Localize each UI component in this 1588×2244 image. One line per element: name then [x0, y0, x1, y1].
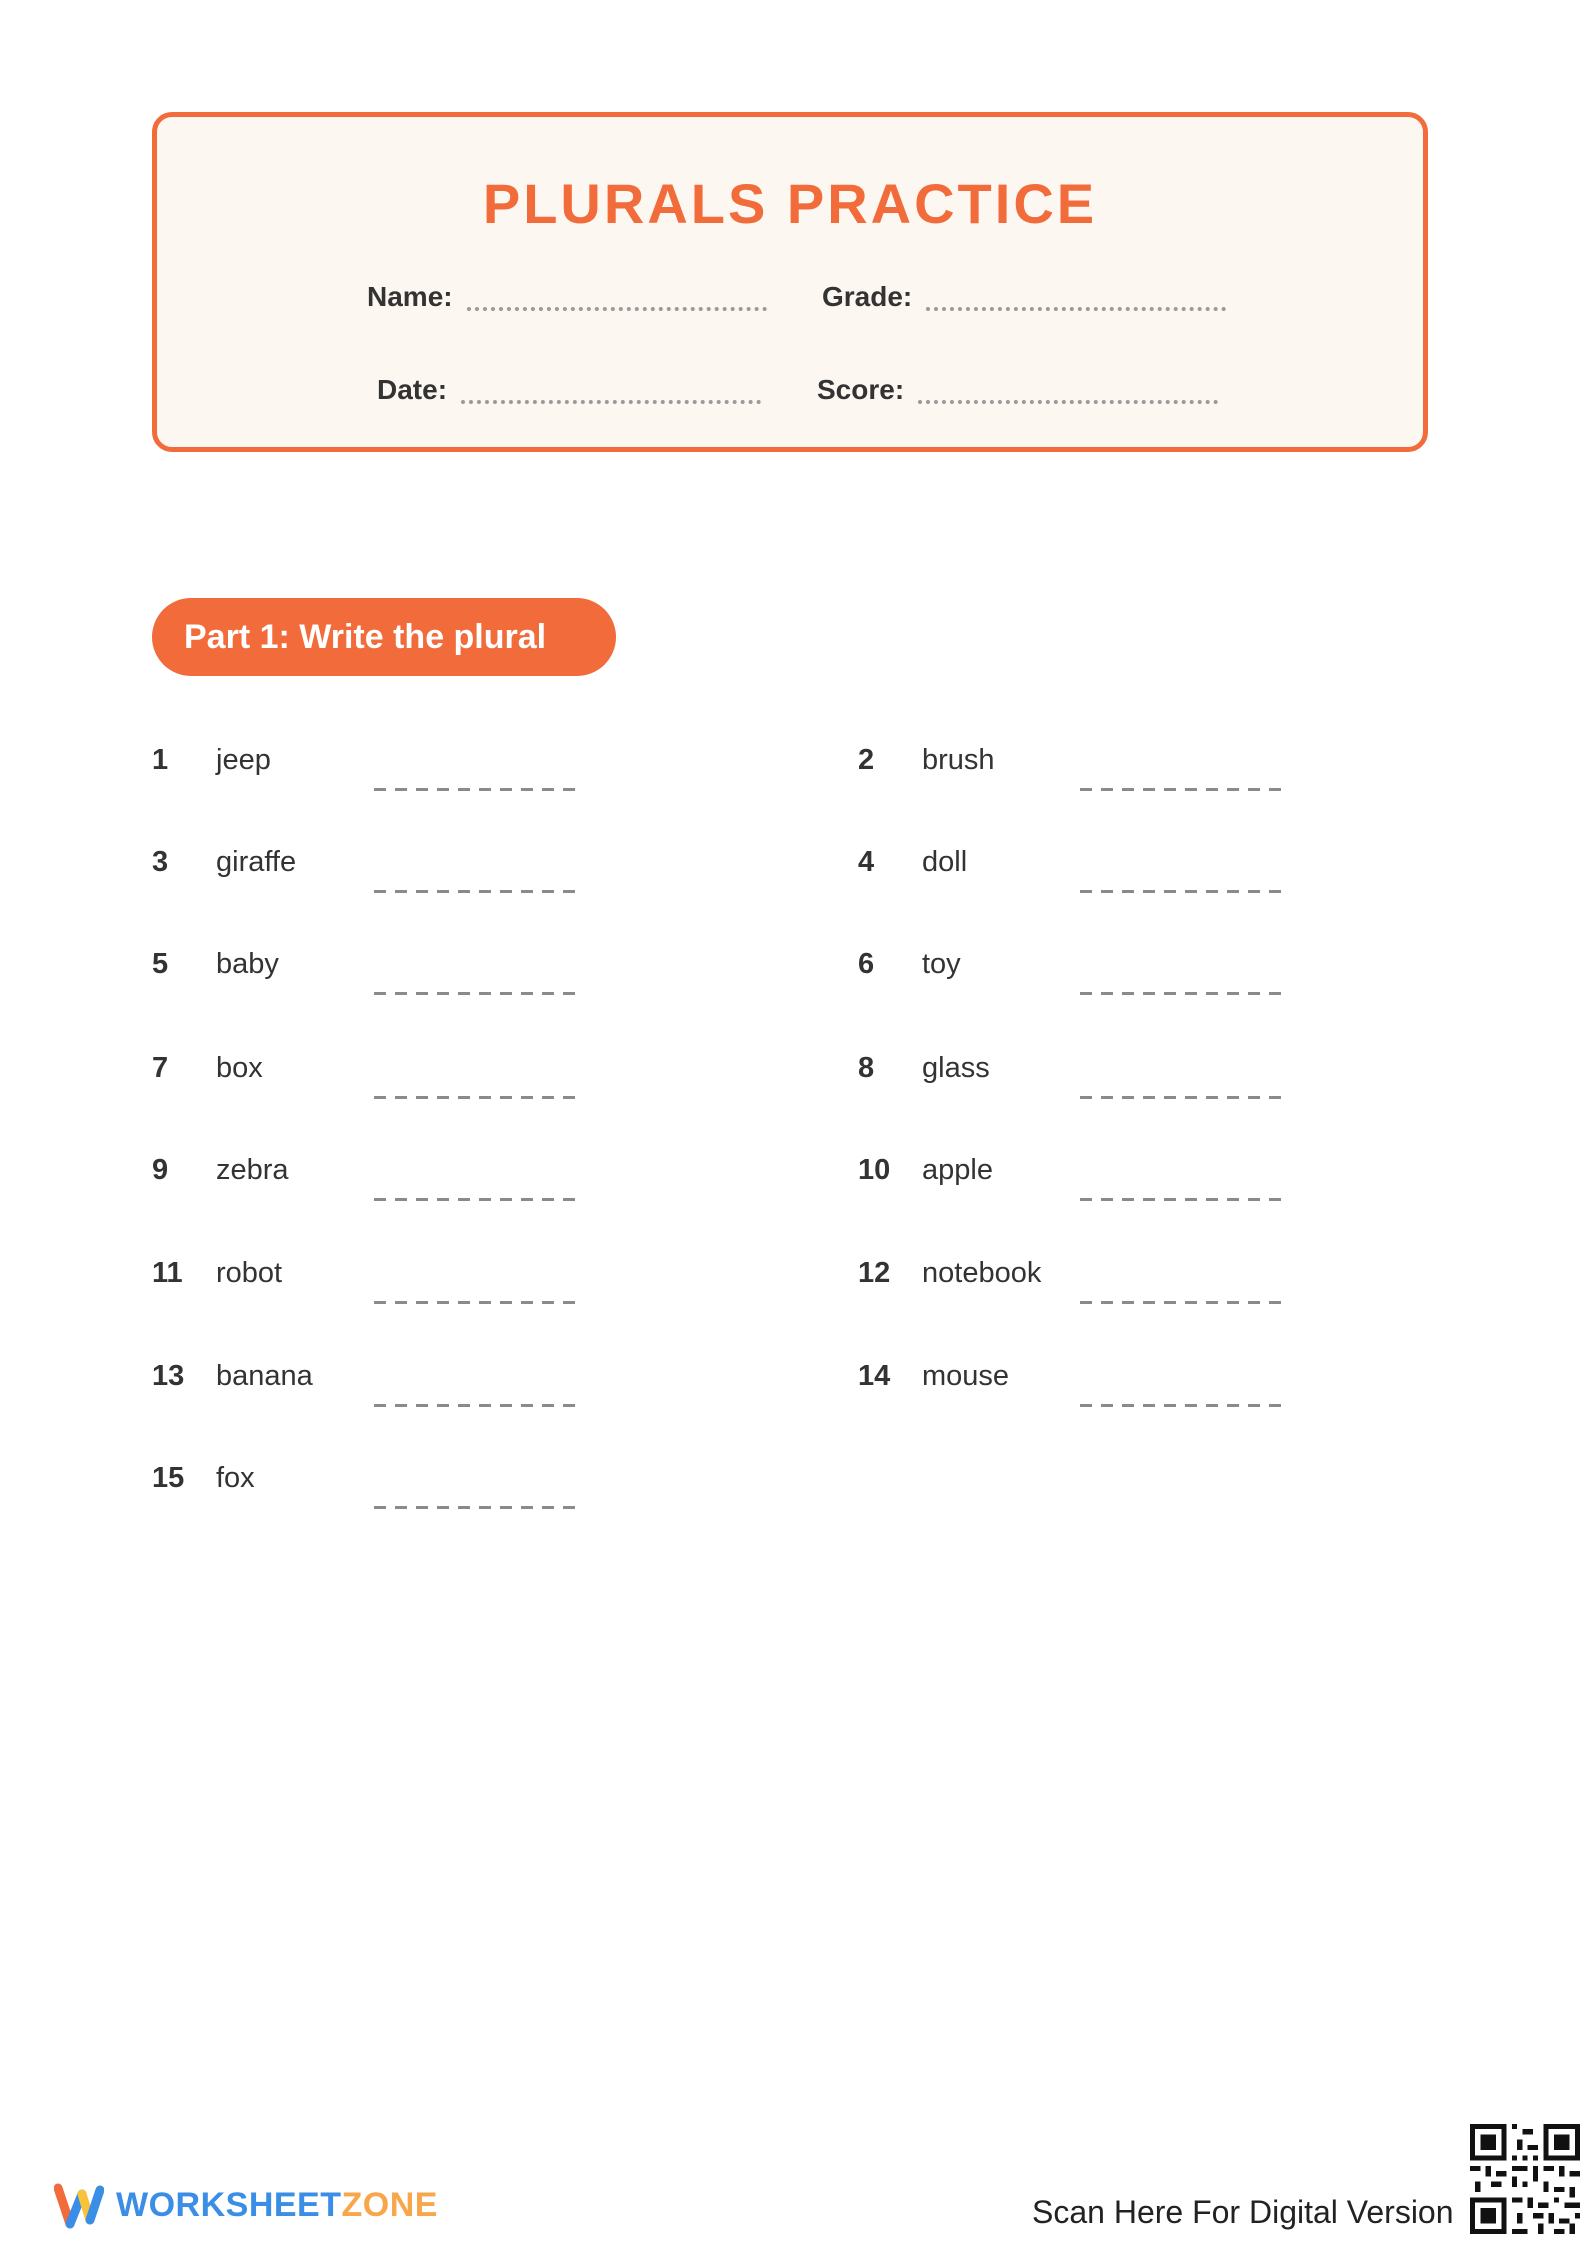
- question-number: 5: [152, 948, 169, 980]
- page-title: PLURALS PRACTICE: [482, 172, 1098, 235]
- question-word: fox: [216, 1462, 255, 1494]
- brand-name-part2: ZONE: [341, 2185, 438, 2224]
- answer-line[interactable]: [374, 1198, 576, 1201]
- question-word: giraffe: [216, 846, 297, 878]
- brand-name: [116, 2186, 438, 2225]
- question-word: banana: [216, 1360, 313, 1392]
- name-label: Name:: [367, 281, 453, 312]
- answer-line[interactable]: [374, 1096, 576, 1099]
- question-number: 11: [152, 1257, 183, 1289]
- date-input-line[interactable]: [461, 400, 761, 404]
- question-number: 3: [152, 846, 169, 878]
- header-box: [152, 112, 1428, 452]
- worksheetzone-logo[interactable]: [54, 2180, 438, 2230]
- question-word: brush: [922, 744, 995, 776]
- question-number: 6: [858, 948, 875, 980]
- question-word: doll: [922, 846, 968, 878]
- question-word: jeep: [216, 744, 271, 776]
- date-field[interactable]: [377, 374, 761, 406]
- answer-line[interactable]: [1080, 1404, 1282, 1407]
- qr-code-icon[interactable]: [1470, 2124, 1580, 2234]
- question-word: glass: [922, 1052, 990, 1084]
- grade-input-line[interactable]: [926, 307, 1226, 311]
- answer-line[interactable]: [1080, 992, 1282, 995]
- question-number: 9: [152, 1154, 169, 1186]
- part1-heading: Part 1: Write the plural: [152, 598, 616, 676]
- answer-line[interactable]: [374, 992, 576, 995]
- question-number: 2: [858, 744, 875, 776]
- date-label: Date:: [377, 374, 448, 405]
- score-label: Score:: [817, 374, 905, 405]
- question-number: 12: [858, 1257, 891, 1289]
- answer-line[interactable]: [374, 890, 576, 893]
- score-input-line[interactable]: [918, 400, 1218, 404]
- answer-line[interactable]: [1080, 1198, 1282, 1201]
- question-word: baby: [216, 948, 279, 980]
- question-word: mouse: [922, 1360, 1010, 1392]
- question-number: 14: [858, 1360, 891, 1392]
- answer-line[interactable]: [374, 1506, 576, 1509]
- grade-field[interactable]: [822, 281, 1226, 313]
- question-number: 4: [858, 846, 875, 878]
- question-number: 15: [152, 1462, 185, 1494]
- question-word: box: [216, 1052, 263, 1084]
- answer-line[interactable]: [1080, 1096, 1282, 1099]
- question-number: 7: [152, 1052, 169, 1084]
- answer-line[interactable]: [374, 788, 576, 791]
- question-word: apple: [922, 1154, 993, 1186]
- answer-line[interactable]: [374, 1301, 576, 1304]
- question-word: notebook: [922, 1257, 1042, 1289]
- brand-name-part1: WORKSHEET: [116, 2185, 342, 2224]
- name-field[interactable]: [367, 281, 767, 313]
- question-number: 1: [152, 744, 169, 776]
- question-number: 13: [152, 1360, 185, 1392]
- question-word: robot: [216, 1257, 283, 1289]
- answer-line[interactable]: [1080, 788, 1282, 791]
- score-field[interactable]: [817, 374, 1218, 406]
- question-number: 8: [858, 1052, 875, 1084]
- answer-line[interactable]: [1080, 890, 1282, 893]
- answer-line[interactable]: [374, 1404, 576, 1407]
- question-number: 10: [858, 1154, 891, 1186]
- worksheetzone-logo-icon: [54, 2180, 104, 2230]
- question-word: zebra: [216, 1154, 289, 1186]
- name-input-line[interactable]: [467, 307, 767, 311]
- answer-line[interactable]: [1080, 1301, 1282, 1304]
- scan-caption: Scan Here For Digital Version: [1032, 2194, 1454, 2230]
- grade-label: Grade:: [822, 281, 913, 312]
- question-word: toy: [922, 948, 961, 980]
